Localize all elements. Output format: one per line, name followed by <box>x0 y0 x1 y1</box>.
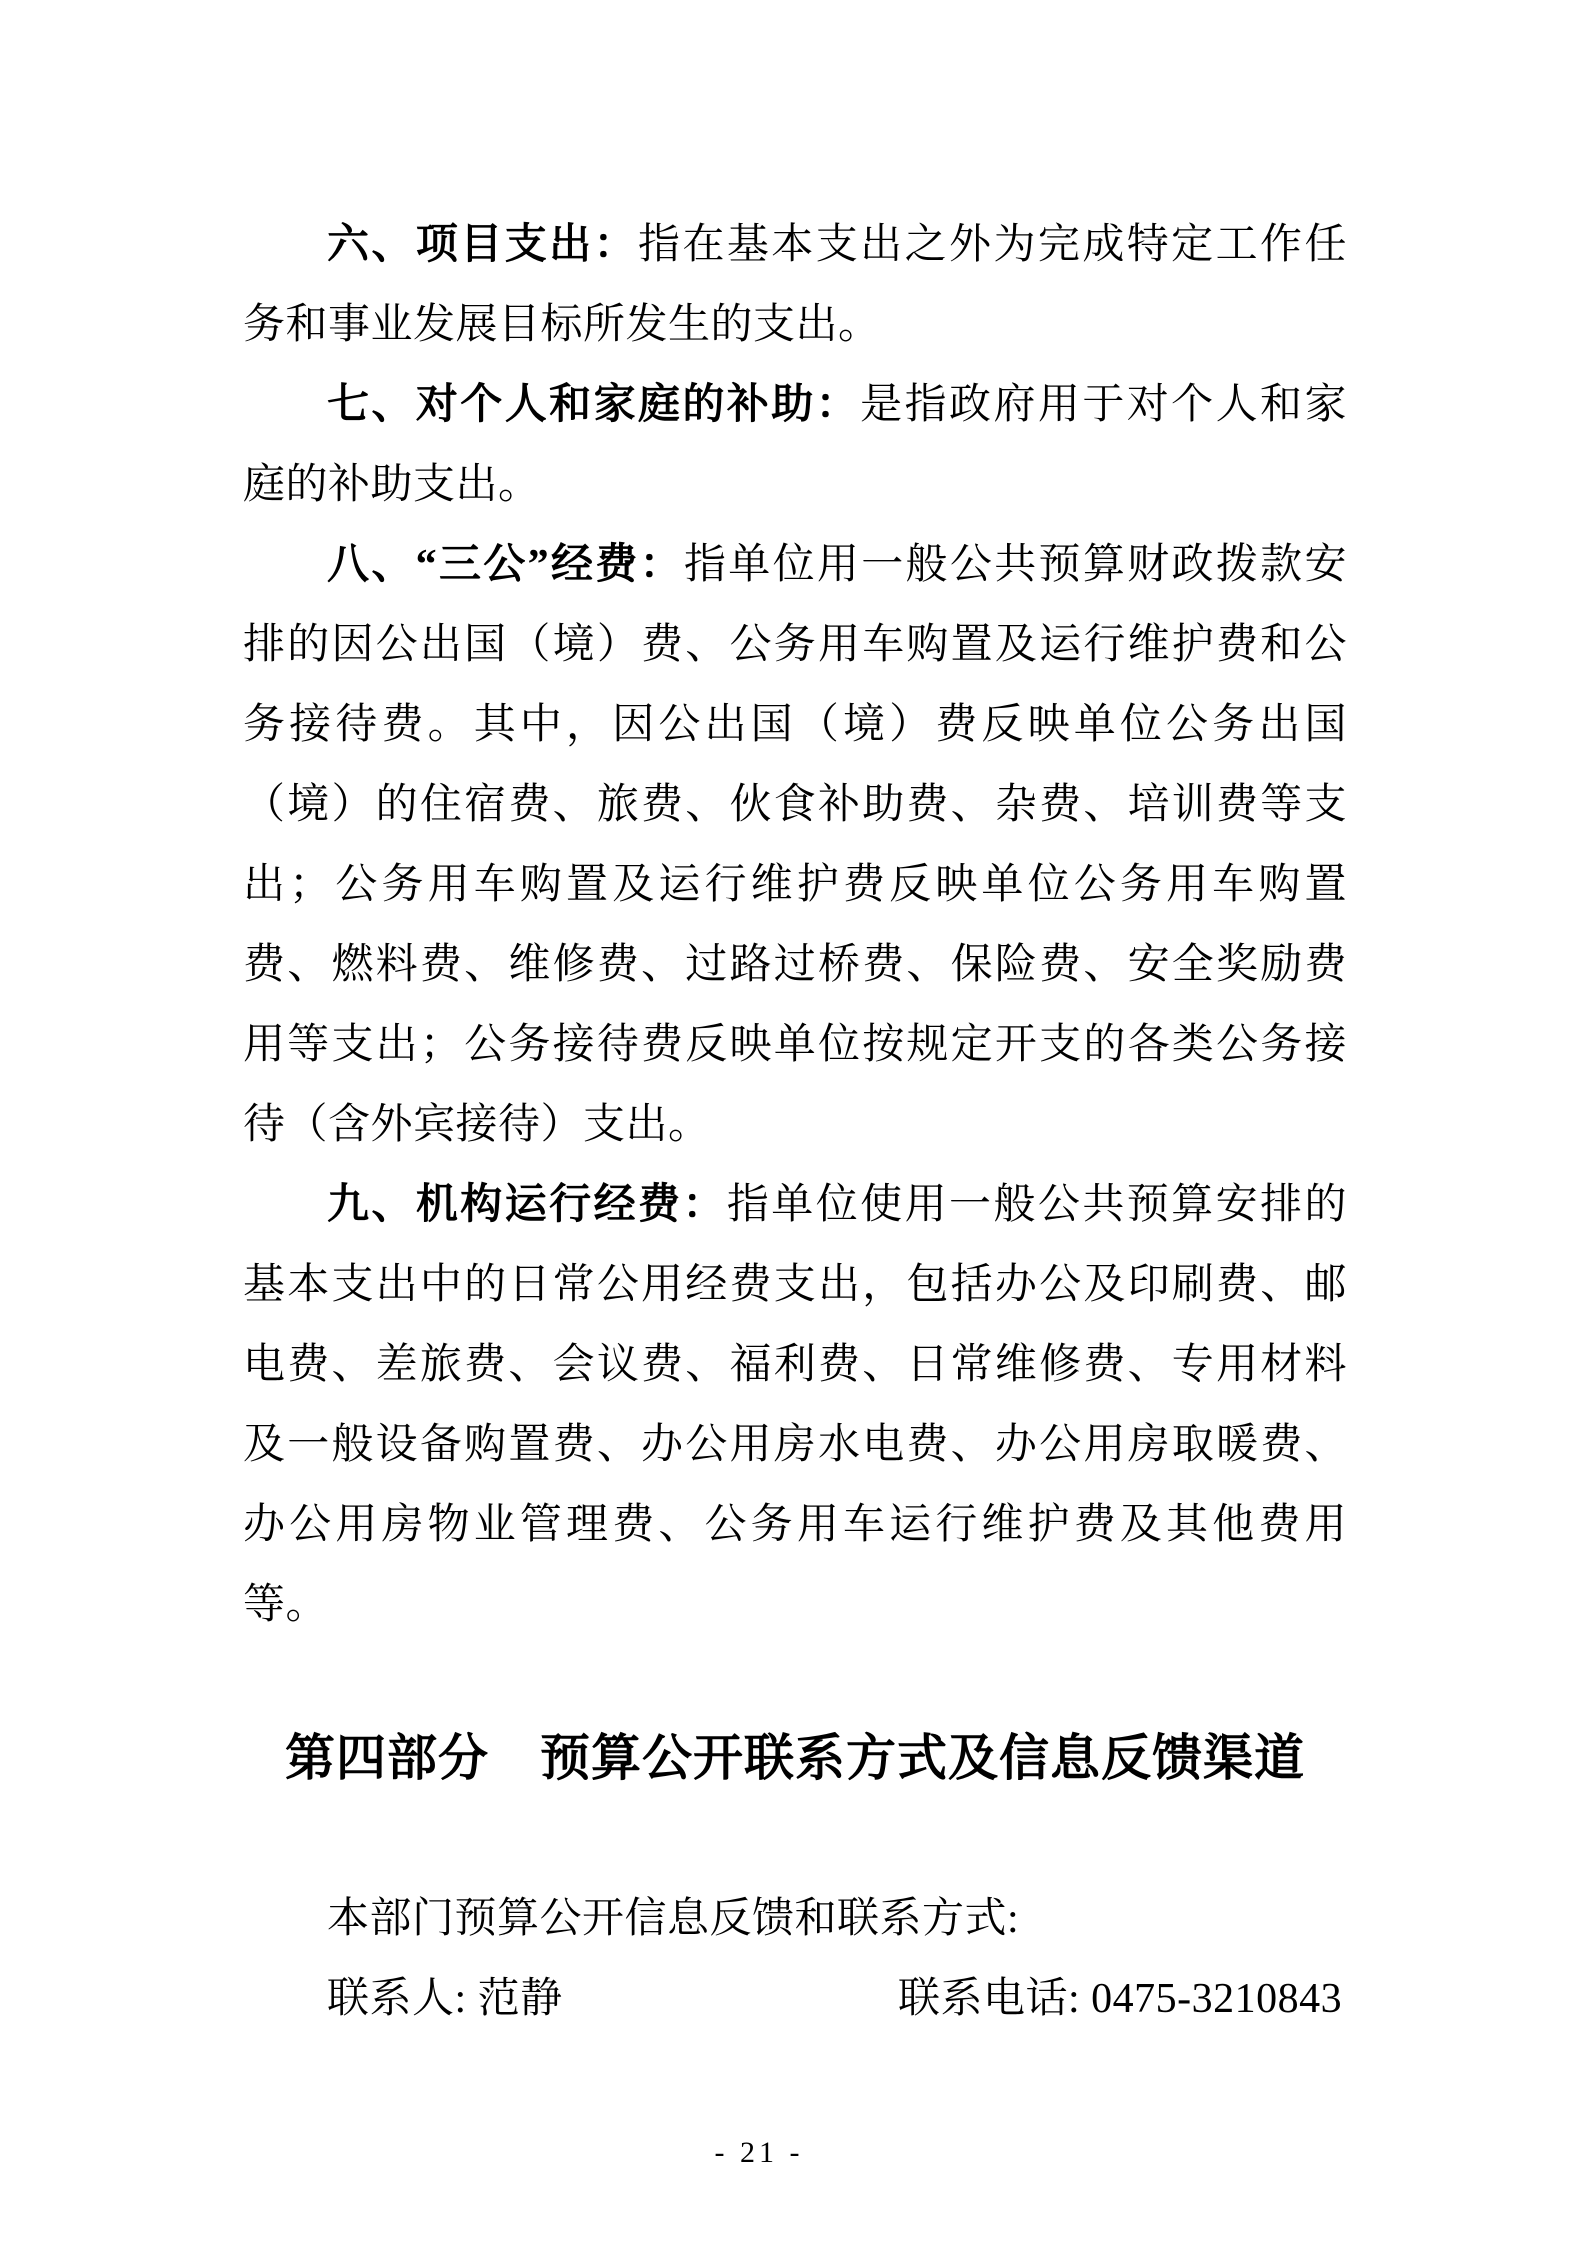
paragraph-item-8 <box>243 525 1347 1165</box>
paragraph-lead: 六、项目支出： <box>327 222 639 268</box>
document-content <box>243 0 1347 2173</box>
paragraph-body: 指在基本支出之外为完成特定工作任务和事业发展目标所发生的支出。 <box>243 222 1347 348</box>
paragraph-item-7 <box>243 365 1347 525</box>
paragraph-lead: 七、对个人和家庭的补助： <box>327 382 861 428</box>
paragraph-body: 指单位用一般公共预算财政拨款安排的因公出国（境）费、公务用车购置及运行维护费和公务接待费。其中，因公出国（境）费反映单位公务出国（境）的住宿费、旅费、伙食补助费、杂费、培训费等支出；公务用车购置及运行维护费反映单位公务用车购置费、燃料费、维修费、过路过桥费、保险费、安全奖励费用等支出；公务接待费反映单位按规定开支的各类公务接待（含外宾接待）支出。 <box>243 542 1347 1148</box>
section-heading: 第四部分 预算公开联系方式及信息反馈渠道 <box>285 1730 1305 1786</box>
paragraph-lead: 八、“三公”经费： <box>327 542 684 588</box>
paragraph-item-9 <box>243 1165 1347 1645</box>
paragraph-item-6 <box>243 205 1347 365</box>
contact-person: 联系人: 范静 <box>327 1976 563 2022</box>
paragraph-lead: 九、机构运行经费： <box>327 1182 727 1228</box>
contact-block <box>243 1879 1347 2039</box>
contact-intro: 本部门预算公开信息反馈和联系方式: <box>327 1896 1020 1942</box>
paragraph-body: 指单位使用一般公共预算安排的基本支出中的日常公用经费支出，包括办公及印刷费、邮电费、差旅费、会议费、福利费、日常维修费、专用材料及一般设备购置费、办公用房水电费、办公用房取暖费、办公用房物业管理费、公务用车运行维护费及其他费用等。 <box>243 1182 1347 1628</box>
contact-row <box>243 1959 1347 2039</box>
page-number: - 21 - <box>714 2136 804 2169</box>
contact-phone: 联系电话: 0475-3210843 <box>898 1976 1343 2022</box>
paragraph-body: 是指政府用于对个人和家庭的补助支出。 <box>243 382 1347 508</box>
